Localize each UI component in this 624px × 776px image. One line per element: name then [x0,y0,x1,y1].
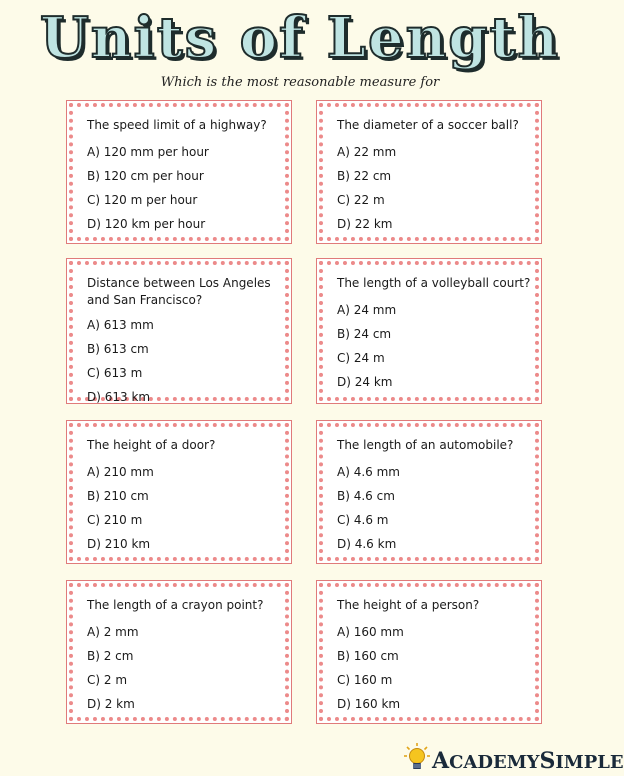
answer-option: A) 2 mm [87,625,139,639]
answer-option: A) 613 mm [87,318,154,332]
question-prompt: The height of a person? [337,598,480,612]
answer-option: D) 120 km per hour [87,217,206,231]
answer-option: C) 210 m [87,513,143,527]
answer-option: A) 24 mm [337,303,397,317]
page-subtitle: Which is the most reasonable measure for [160,75,440,90]
answer-option: D) 2 km [87,697,135,711]
question-card [66,580,292,724]
answer-option: B) 160 cm [337,649,399,663]
answer-option: D) 24 km [337,375,393,389]
answer-option: D) 613 km [87,390,151,404]
answer-option: B) 613 cm [87,342,149,356]
question-prompt: The length of an automobile? [337,438,514,452]
question-prompt: Distance between Los Angeles and San Francisco? [87,276,271,307]
question-prompt: The length of a volleyball court? [337,276,531,290]
question-prompt: The height of a door? [87,438,216,452]
question-prompt: The length of a crayon point? [87,598,264,612]
question-card [316,258,542,404]
answer-option: C) 120 m per hour [87,193,198,207]
answer-option: C) 613 m [87,366,143,380]
answer-option: B) 4.6 cm [337,489,395,503]
answer-option: C) 2 m [87,673,128,687]
answer-option: C) 22 m [337,193,385,207]
question-card [66,258,292,404]
question-card [316,580,542,724]
answer-option: A) 160 mm [337,625,404,639]
answer-option: B) 22 cm [337,169,392,183]
answer-option: B) 210 cm [87,489,149,503]
lightbulb-icon [404,742,430,772]
question-card [66,100,292,244]
answer-option: C) 4.6 m [337,513,389,527]
answer-option: C) 160 m [337,673,393,687]
question-card [316,420,542,564]
question-card [316,100,542,244]
page-title: Units of Length [39,5,561,71]
question-card [66,420,292,564]
answer-option: D) 22 km [337,217,393,231]
question-prompt: The speed limit of a highway? [87,118,267,132]
answer-option: A) 210 mm [87,465,154,479]
logo-text: ACADEMYSIMPLE [432,748,624,774]
question-prompt: The diameter of a soccer ball? [337,118,519,132]
answer-option: D) 160 km [337,697,401,711]
answer-option: D) 210 km [87,537,151,551]
answer-option: A) 120 mm per hour [87,145,209,159]
answer-option: B) 2 cm [87,649,134,663]
answer-option: C) 24 m [337,351,385,365]
answer-option: B) 24 cm [337,327,392,341]
answer-option: A) 22 mm [337,145,397,159]
answer-option: B) 120 cm per hour [87,169,204,183]
academy-simple-logo [402,742,624,774]
answer-option: D) 4.6 km [337,537,397,551]
answer-option: A) 4.6 mm [337,465,400,479]
